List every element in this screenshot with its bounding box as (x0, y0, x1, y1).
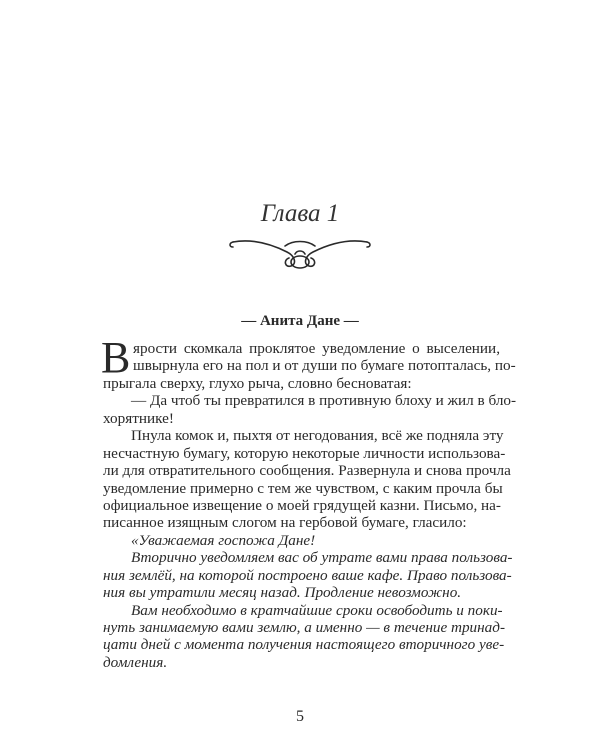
text-line: Вам необходимо в кратчайшие сроки освободить и поки- (131, 601, 503, 619)
text-line: Вторично уведомляем вас об утрате вами права пользова- (131, 549, 513, 567)
author-heading: — Анита Дане — (241, 313, 359, 329)
body-text (101, 333, 517, 671)
text-line: хорятнике! (103, 409, 174, 427)
text-line: цати дней с момента получения настоящего вторичного уве- (103, 636, 505, 654)
text-line: ярости скомкала проклятое уведомление о выселении, (133, 340, 500, 357)
text-line: ния землёй, на которой построено ваше кафе. Право пользова- (103, 566, 512, 584)
text-line: ния вы утратили месяц назад. Продление невозможно. (103, 584, 462, 602)
text-line: уведомление примерно с тем же чувством, с каким прочла бы (103, 479, 503, 497)
text-line: Пнула комок и, пыхтя от негодования, всё же подняла эту (131, 427, 504, 445)
text-line: нуть занимаемую вами землю, а именно — в течение тринад- (103, 619, 506, 636)
text-line: швырнула его на пол и от души по бумаге потопталась, по- (133, 357, 516, 375)
chapter-title: Глава 1 (260, 200, 340, 227)
page-number: 5 (296, 708, 304, 725)
text-line: домления. (103, 653, 168, 671)
ornament-divider-icon (225, 232, 375, 274)
text-line: писанное изящным слогом на гербовой бумаге, гласило: (103, 514, 467, 532)
text-line: «Уважаемая госпожа Дане! (131, 531, 316, 549)
text-line: прыгала сверху, глухо рыча, словно бесноватая: (103, 374, 412, 392)
text-line: несчастную бумагу, которую некоторые личности использова- (103, 444, 506, 462)
text-line: ли для отвратительного сообщения. Развернула и снова прочла (103, 462, 511, 480)
drop-cap: В (101, 333, 131, 382)
text-line: официальное извещение о моей грядущей казни. Письмо, на- (103, 496, 501, 514)
text-line: — Да чтоб ты превратился в противную блоху и жил в бло- (131, 392, 517, 410)
